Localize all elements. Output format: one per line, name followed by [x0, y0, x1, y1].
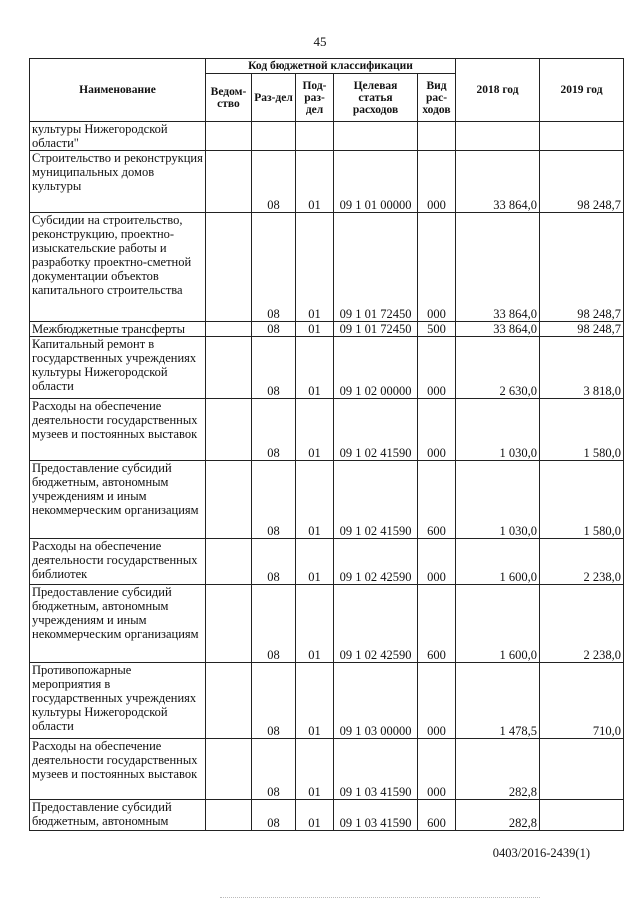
- cell-amount-2019: [540, 739, 624, 800]
- cell-podrazdel: 01: [296, 213, 334, 322]
- cell-statya: 09 1 03 41590: [334, 739, 418, 800]
- cell-podrazdel: 01: [296, 461, 334, 539]
- cell-name: культуры Нижегородской области": [30, 122, 206, 151]
- cell-razdel: 08: [252, 213, 296, 322]
- cell-amount-2018: 33 864,0: [456, 213, 540, 322]
- cell-podrazdel: 01: [296, 322, 334, 337]
- table-row: [30, 800, 624, 831]
- cell-vedomstvo: [206, 322, 252, 337]
- header-statya: Целевая статья расходов: [334, 74, 418, 122]
- header-vedomstvo: Ведом-ство: [206, 74, 252, 122]
- table-row: [30, 539, 624, 585]
- cell-vedomstvo: [206, 800, 252, 831]
- cell-amount-2018: 1 478,5: [456, 663, 540, 739]
- cell-amount-2019: 710,0: [540, 663, 624, 739]
- cell-amount-2019: 98 248,7: [540, 213, 624, 322]
- cell-amount-2019: 2 238,0: [540, 539, 624, 585]
- cell-podrazdel: 01: [296, 151, 334, 213]
- cell-podrazdel: 01: [296, 337, 334, 399]
- table-row: [30, 399, 624, 461]
- budget-table: [29, 58, 624, 831]
- table-row: [30, 739, 624, 800]
- cell-razdel: 08: [252, 151, 296, 213]
- cell-vedomstvo: [206, 539, 252, 585]
- cell-vedomstvo: [206, 337, 252, 399]
- cell-statya: 09 1 02 00000: [334, 337, 418, 399]
- header-year-2019: 2019 год: [540, 59, 624, 122]
- table-row: [30, 322, 624, 337]
- cell-name: Межбюджетные трансферты: [30, 322, 206, 337]
- page-number: 45: [313, 34, 327, 49]
- cell-amount-2018: 2 630,0: [456, 337, 540, 399]
- cell-amount-2019: 98 248,7: [540, 322, 624, 337]
- document-code: 0403/2016-2439(1): [492, 846, 590, 860]
- cell-statya: [334, 122, 418, 151]
- cell-razdel: 08: [252, 461, 296, 539]
- cell-podrazdel: 01: [296, 399, 334, 461]
- cell-vedomstvo: [206, 213, 252, 322]
- cell-amount-2018: 282,8: [456, 739, 540, 800]
- cell-podrazdel: 01: [296, 663, 334, 739]
- cell-vid: 500: [418, 322, 456, 337]
- cell-vid: 000: [418, 663, 456, 739]
- cell-vedomstvo: [206, 663, 252, 739]
- cell-podrazdel: 01: [296, 539, 334, 585]
- cell-statya: 09 1 01 00000: [334, 151, 418, 213]
- cell-amount-2019: [540, 800, 624, 831]
- cell-name: Расходы на обеспечение деятельности государственных библиотек: [30, 539, 206, 585]
- cell-vid: 000: [418, 337, 456, 399]
- header-vid: Вид рас-ходов: [418, 74, 456, 122]
- cell-vedomstvo: [206, 461, 252, 539]
- cell-amount-2018: 1 030,0: [456, 399, 540, 461]
- cell-vid: 000: [418, 739, 456, 800]
- header-classification-group: Код бюджетной классификации: [206, 59, 456, 74]
- cell-vid: 000: [418, 539, 456, 585]
- table-row: [30, 213, 624, 322]
- cell-vid: 000: [418, 213, 456, 322]
- cell-vedomstvo: [206, 399, 252, 461]
- cell-amount-2018: 1 600,0: [456, 539, 540, 585]
- cell-amount-2019: [540, 122, 624, 151]
- cell-razdel: [252, 122, 296, 151]
- cell-statya: 09 1 03 41590: [334, 800, 418, 831]
- cell-vid: 600: [418, 461, 456, 539]
- cell-statya: 09 1 01 72450: [334, 213, 418, 322]
- table-row: [30, 151, 624, 213]
- cell-amount-2018: 282,8: [456, 800, 540, 831]
- table-body: [30, 122, 624, 831]
- cell-podrazdel: 01: [296, 739, 334, 800]
- cell-statya: 09 1 02 41590: [334, 461, 418, 539]
- cell-razdel: 08: [252, 337, 296, 399]
- header-name: Наименование: [30, 59, 206, 122]
- header-podrazdel: Под-раз-дел: [296, 74, 334, 122]
- cell-statya: 09 1 02 42590: [334, 585, 418, 663]
- cell-razdel: 08: [252, 322, 296, 337]
- cell-amount-2018: 33 864,0: [456, 322, 540, 337]
- cell-razdel: 08: [252, 800, 296, 831]
- cell-statya: 09 1 02 41590: [334, 399, 418, 461]
- cell-amount-2019: 1 580,0: [540, 461, 624, 539]
- cell-amount-2018: 1 600,0: [456, 585, 540, 663]
- cell-name: Расходы на обеспечение деятельности государственных музеев и постоянных выставок: [30, 739, 206, 800]
- cell-amount-2018: [456, 122, 540, 151]
- cell-podrazdel: [296, 122, 334, 151]
- table-row: [30, 337, 624, 399]
- cell-vid: 600: [418, 800, 456, 831]
- cell-amount-2019: 1 580,0: [540, 399, 624, 461]
- cell-name: Строительство и реконструкция муниципальных домов культуры: [30, 151, 206, 213]
- cell-vedomstvo: [206, 151, 252, 213]
- cell-vedomstvo: [206, 585, 252, 663]
- cell-name: Расходы на обеспечение деятельности государственных музеев и постоянных выставок: [30, 399, 206, 461]
- cell-vid: [418, 122, 456, 151]
- cell-vid: 000: [418, 399, 456, 461]
- cell-name: Субсидии на строительство, реконструкцию, проектно-изыскательские работы и разработку проектно-сметной документации объектов капитального строительства: [30, 213, 206, 322]
- cell-amount-2018: 1 030,0: [456, 461, 540, 539]
- table-row: [30, 122, 624, 151]
- cell-amount-2019: 3 818,0: [540, 337, 624, 399]
- table-row: [30, 461, 624, 539]
- cell-vedomstvo: [206, 739, 252, 800]
- cell-vedomstvo: [206, 122, 252, 151]
- cell-amount-2019: 98 248,7: [540, 151, 624, 213]
- cell-name: Предоставление субсидий бюджетным, автономным учреждениям и иным некоммерческим организациям: [30, 585, 206, 663]
- cell-amount-2019: 2 238,0: [540, 585, 624, 663]
- cell-vid: 600: [418, 585, 456, 663]
- scan-artifact-line: [220, 897, 540, 899]
- cell-amount-2018: 33 864,0: [456, 151, 540, 213]
- header-razdel: Раз-дел: [252, 74, 296, 122]
- cell-podrazdel: 01: [296, 800, 334, 831]
- cell-name: Противопожарные мероприятия в государственных учреждениях культуры Нижегородской области: [30, 663, 206, 739]
- table-row: [30, 585, 624, 663]
- cell-podrazdel: 01: [296, 585, 334, 663]
- cell-razdel: 08: [252, 399, 296, 461]
- cell-razdel: 08: [252, 739, 296, 800]
- table-row: [30, 663, 624, 739]
- cell-vid: 000: [418, 151, 456, 213]
- cell-name: Предоставление субсидий бюджетным, автономным учреждениям и иным некоммерческим организациям: [30, 461, 206, 539]
- cell-name: Капитальный ремонт в государственных учреждениях культуры Нижегородской области: [30, 337, 206, 399]
- cell-razdel: 08: [252, 663, 296, 739]
- cell-statya: 09 1 03 00000: [334, 663, 418, 739]
- header-year-2018: 2018 год: [456, 59, 540, 122]
- cell-razdel: 08: [252, 539, 296, 585]
- cell-razdel: 08: [252, 585, 296, 663]
- cell-statya: 09 1 02 42590: [334, 539, 418, 585]
- cell-statya: 09 1 01 72450: [334, 322, 418, 337]
- cell-name: Предоставление субсидий бюджетным, автономным: [30, 800, 206, 831]
